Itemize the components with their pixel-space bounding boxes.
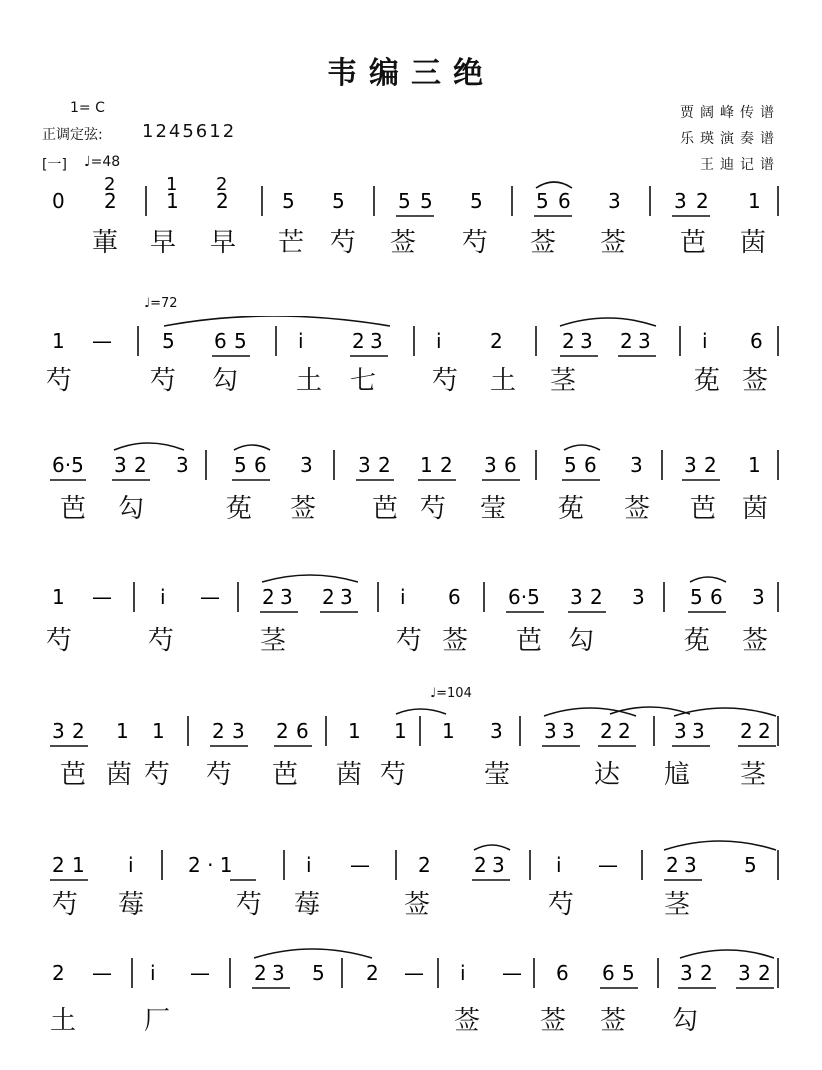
svg-text:6: 6 — [710, 585, 723, 609]
svg-text:5: 5 — [234, 453, 247, 477]
svg-text:0: 0 — [52, 189, 65, 213]
svg-text:2: 2 — [216, 189, 229, 213]
svg-text:5: 5 — [536, 189, 549, 213]
svg-text:6: 6 — [602, 961, 615, 985]
svg-text:i: i — [460, 961, 466, 985]
svg-text:3: 3 — [674, 189, 687, 213]
svg-text:2: 2 — [562, 329, 575, 353]
svg-text:3: 3 — [632, 585, 645, 609]
svg-text:2: 2 — [52, 853, 65, 877]
svg-text:2: 2 — [618, 719, 631, 743]
svg-text:2: 2 — [590, 585, 603, 609]
svg-text:6: 6 — [584, 453, 597, 477]
svg-text:3: 3 — [358, 453, 371, 477]
svg-text:5: 5 — [234, 329, 247, 353]
svg-text:3: 3 — [370, 329, 383, 353]
svg-text:2: 2 — [758, 719, 771, 743]
svg-text:—: — — [200, 585, 220, 609]
svg-text:3: 3 — [114, 453, 127, 477]
jianpu-line — [0, 948, 822, 1008]
tempo-mark: ♩=104 — [430, 686, 472, 701]
svg-text:5: 5 — [282, 189, 295, 213]
svg-text:2: 2 — [52, 961, 65, 985]
svg-text:6: 6 — [750, 329, 763, 353]
svg-text:i: i — [298, 329, 304, 353]
svg-text:3: 3 — [490, 719, 503, 743]
svg-text:3: 3 — [52, 719, 65, 743]
svg-text:6·5: 6·5 — [508, 585, 540, 609]
tempo-mark: ♩=72 — [144, 296, 178, 311]
svg-text:1: 1 — [52, 329, 65, 353]
svg-text:6: 6 — [558, 189, 571, 213]
svg-text:1: 1 — [748, 189, 761, 213]
tempo-mark: ♩=48 — [84, 154, 121, 170]
svg-text:3: 3 — [580, 329, 593, 353]
svg-text:1: 1 — [420, 453, 433, 477]
svg-text:3: 3 — [638, 329, 651, 353]
svg-text:2: 2 — [366, 961, 379, 985]
svg-text:6: 6 — [448, 585, 461, 609]
svg-text:2: 2 — [600, 719, 613, 743]
svg-text:6·5: 6·5 — [52, 453, 84, 477]
svg-text:5: 5 — [312, 961, 325, 985]
svg-text:3: 3 — [608, 189, 621, 213]
svg-text:i: i — [160, 585, 166, 609]
svg-text:2: 2 — [440, 453, 453, 477]
svg-text:5: 5 — [162, 329, 175, 353]
svg-text:i: i — [306, 853, 312, 877]
svg-text:3: 3 — [484, 453, 497, 477]
svg-text:2: 2 — [490, 329, 503, 353]
svg-text:3: 3 — [232, 719, 245, 743]
svg-text:i: i — [400, 585, 406, 609]
svg-text:2: 2 — [276, 719, 289, 743]
svg-text:3: 3 — [492, 853, 505, 877]
svg-text:3: 3 — [674, 719, 687, 743]
svg-text:5: 5 — [420, 189, 433, 213]
svg-text:i: i — [436, 329, 442, 353]
svg-text:—: — — [92, 329, 112, 353]
svg-text:3: 3 — [300, 453, 313, 477]
svg-text:2: 2 — [696, 189, 709, 213]
svg-text:—: — — [190, 961, 210, 985]
svg-text:3: 3 — [630, 453, 643, 477]
svg-text:—: — — [598, 853, 618, 877]
svg-text:2: 2 — [254, 961, 267, 985]
svg-text:2: 2 — [104, 176, 116, 195]
tablature-row: 莗 早 早 芒 芍 莶 芍 莶 莶 芭 茵 — [92, 228, 767, 258]
tablature-row: 芍 芍 勾 土 七 芍 土 茎 莬 莶 — [46, 366, 769, 396]
svg-text:i: i — [128, 853, 134, 877]
svg-text:2: 2 — [704, 453, 717, 477]
svg-text:2: 2 — [134, 453, 147, 477]
svg-text:5: 5 — [690, 585, 703, 609]
svg-text:3: 3 — [684, 453, 697, 477]
tuning-label: 正调定弦: — [42, 127, 103, 143]
svg-text:1: 1 — [52, 585, 65, 609]
svg-text:6: 6 — [556, 961, 569, 985]
svg-text:1: 1 — [348, 719, 361, 743]
credit-line: 贾阔峰传谱 — [680, 105, 780, 121]
svg-text:2: 2 — [72, 719, 85, 743]
piece-title: 韦编三绝 — [327, 56, 495, 91]
svg-text:3: 3 — [176, 453, 189, 477]
svg-text:i: i — [150, 961, 156, 985]
svg-text:2: 2 — [262, 585, 275, 609]
svg-text:2: 2 — [620, 329, 633, 353]
svg-text:6: 6 — [254, 453, 267, 477]
svg-text:2: 2 — [212, 719, 225, 743]
svg-text:3: 3 — [562, 719, 575, 743]
svg-text:6: 6 — [214, 329, 227, 353]
svg-text:3: 3 — [738, 961, 751, 985]
tablature-row: 芍 莓 芍 莓 莶 芍 茎 — [52, 890, 691, 920]
svg-text:2: 2 — [758, 961, 771, 985]
svg-text:5: 5 — [332, 189, 345, 213]
section-marker: [一] — [42, 157, 67, 173]
svg-text:1: 1 — [394, 719, 407, 743]
svg-text:1: 1 — [72, 853, 85, 877]
svg-text:3: 3 — [570, 585, 583, 609]
svg-text:6: 6 — [504, 453, 517, 477]
svg-text:1: 1 — [116, 719, 129, 743]
tablature-row: 芭 茵 芍 芍 芭 茵 芍 莹 达 訄 茎 — [60, 760, 767, 790]
tablature-row: 芭 勾 莬 莶 芭 芍 莹 莬 莶 芭 茵 — [60, 494, 769, 524]
svg-text:3: 3 — [692, 719, 705, 743]
svg-text:5: 5 — [744, 853, 757, 877]
credit-line: 乐瑛演奏谱 — [680, 131, 780, 147]
svg-text:3: 3 — [752, 585, 765, 609]
svg-text:3: 3 — [280, 585, 293, 609]
svg-text:1: 1 — [442, 719, 455, 743]
svg-text:2: 2 — [322, 585, 335, 609]
svg-text:3: 3 — [340, 585, 353, 609]
svg-text:5: 5 — [564, 453, 577, 477]
svg-text:—: — — [404, 961, 424, 985]
svg-text:2: 2 — [700, 961, 713, 985]
tuning-value: 1245612 — [142, 121, 237, 142]
svg-text:1: 1 — [152, 719, 165, 743]
svg-text:—: — — [502, 961, 522, 985]
svg-text:2: 2 — [418, 853, 431, 877]
svg-text:5: 5 — [398, 189, 411, 213]
svg-text:2: 2 — [378, 453, 391, 477]
svg-text:2: 2 — [104, 189, 117, 213]
svg-text:i: i — [556, 853, 562, 877]
svg-text:2: 2 — [474, 853, 487, 877]
svg-text:1: 1 — [166, 176, 178, 195]
svg-text:6: 6 — [296, 719, 309, 743]
svg-text:2: 2 — [216, 176, 228, 195]
svg-text:2: 2 — [352, 329, 365, 353]
svg-text:3: 3 — [684, 853, 697, 877]
tablature-row: 芍 芍 茎 芍 莶 芭 勾 莬 莶 — [46, 626, 769, 656]
svg-text:2 · 1: 2 · 1 — [188, 853, 233, 877]
svg-text:1: 1 — [748, 453, 761, 477]
svg-text:3: 3 — [680, 961, 693, 985]
credit-line: 王迪记谱 — [700, 157, 780, 173]
svg-text:1: 1 — [166, 189, 179, 213]
svg-text:—: — — [92, 961, 112, 985]
svg-text:2: 2 — [666, 853, 679, 877]
svg-text:—: — — [92, 585, 112, 609]
notation-row — [0, 948, 822, 1008]
tablature-row: 土 厂 莶 莶 莶 勾 — [50, 1006, 699, 1036]
svg-text:2: 2 — [740, 719, 753, 743]
svg-text:5: 5 — [470, 189, 483, 213]
svg-text:i: i — [702, 329, 708, 353]
svg-text:—: — — [350, 853, 370, 877]
svg-text:3: 3 — [272, 961, 285, 985]
key-signature: 1= C — [70, 100, 105, 116]
svg-text:5: 5 — [622, 961, 635, 985]
svg-text:3: 3 — [544, 719, 557, 743]
